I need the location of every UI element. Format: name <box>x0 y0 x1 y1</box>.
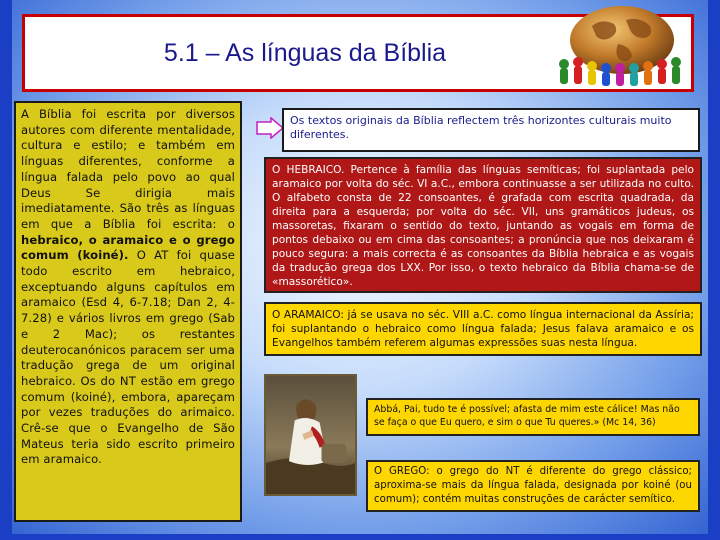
left-text-bold: hebraico, o aramaico e o grego comum (koiné). <box>21 232 235 263</box>
cultural-horizons-box: Os textos originais da Bíblia reflectem três horizontes culturais muito diferentes. <box>282 108 700 152</box>
left-text-rest: O AT foi quase todo escrito em hebraico, exceptuando alguns capítulos em aramaico (Esd 4, 6-7.18; Dan 2, 4-7.28) e vários livros em grego (Sab e 2 Mac); os restantes deuterocanónicos paracem ser uma tradução grega de um original hebraico. Os do NT estão em grego comum (koiné), embora, apareçam por vezes traduções do arimaico. Crê-se que o Evangelho de São Mateus teria sido escrito primeiro em aramaico. <box>21 248 235 467</box>
right-arrow-icon <box>256 117 284 139</box>
aramaic-box: O ARAMAICO: já se usava no séc. VIII a.C. como língua internacional da Assíria; foi suplantando o hebraico como língua falada; Jesus falava aramaico e os Evangelhos também referem algumas expressões suas nesta língua. <box>264 302 702 356</box>
jesus-praying-image <box>264 374 357 496</box>
hebrew-box: O HEBRAICO. Pertence à família das línguas semíticas; foi suplantada pelo aramaico por volta do séc. VI a.C., embora continuasse a ser utilizada no culto. O alfabeto consta de 22 consoantes, é grafada com escrita quadrada, da direita para a esquerda; por volta do séc. VII, uns gramáticos judeus, os massoretas, fixaram o sentido do texto, juntando as vogais em forma de pontos debaixo ou em cima das consoantes; a pronúncia que nos deixaram é pouco segura: a mais correcta é as consoantes da Bíblia hebraica e as vogais da tradução grega dos LXX. Por isso, o texto hebraico da Bíblia chama-se de «massorético». <box>264 157 702 293</box>
left-text-intro: A Bíblia foi escrita por diversos autores com diferente mentalidade, cultura e estilo; e também em línguas diferentes, conforme a língua falada pelo povo ao qual Deus Se dirigia mais imediatamente. São três as línguas em que a Bíblia foi escrita: o <box>21 107 235 231</box>
left-text-box <box>14 101 242 522</box>
greek-box: O GREGO: o grego do NT é diferente do grego clássico; aproxima-se mais da língua falada, designada por koiné (ou comum); contém muitas construções de carácter semítico. <box>366 460 700 512</box>
page-title: 5.1 – As línguas da Bíblia <box>163 39 447 67</box>
globe-with-figures-image <box>548 6 690 90</box>
quote-box: Abbá, Pai, tudo te é possível; afasta de mim este cálice! Mas não se faça o que Eu quero, e sim o que Tu queres.» (Mc 14, 36) <box>366 398 700 436</box>
